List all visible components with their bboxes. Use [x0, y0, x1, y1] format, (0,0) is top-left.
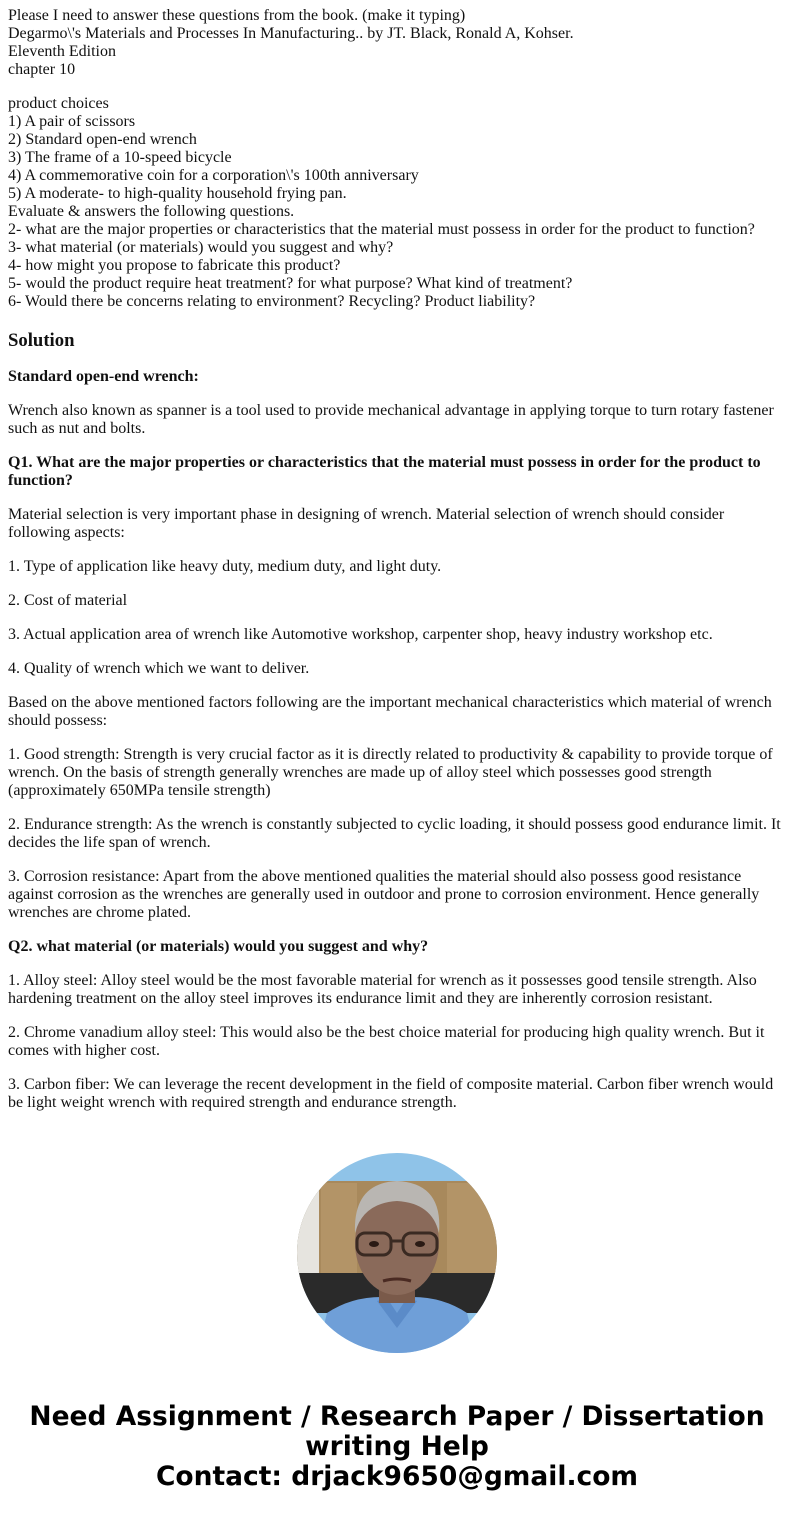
characteristic-item: 2. Endurance strength: As the wrench is constantly subjected to cyclic loading, it should possess good endurance limit. It decides the life span of wrench. [8, 816, 781, 851]
banner-contact-line: Contact: drjack9650@gmail.com [155, 1461, 639, 1492]
solution-intro: Wrench also known as spanner is a tool used to provide mechanical advantage in applying torque to turn rotary fastener such as nut and bolts. [8, 402, 774, 437]
choice-item: 1) A pair of scissors [8, 113, 136, 130]
aspect-item: 2. Cost of material [8, 592, 128, 609]
question-intro [8, 7, 786, 79]
q1-lead: Material selection is very important phase in designing of wrench. Material selection of wrench should consider following aspects: [8, 506, 725, 541]
characteristic-item: 3. Corrosion resistance: Apart from the above mentioned qualities the material should also possess good resistance against corrosion as the wrenches are generally used in outdoor and prone to corrosion environment. Hence generally wrenches are chrome plated. [8, 868, 760, 921]
characteristics-lead: Based on the above mentioned factors following are the important mechanical characteristics which material of wrench should possess: [8, 694, 772, 729]
question-item: 6- Would there be concerns relating to environment? Recycling? Product liability? [8, 293, 536, 310]
solution-block [8, 330, 786, 1112]
characteristic-item: 1. Good strength: Strength is very crucial factor as it is directly related to productivity & capability to provide torque of wrench. On the basis of strength generally wrenches are made up of alloy steel which possesses good strength (approximately 650MPa tensile strength) [8, 746, 773, 799]
banner-line-2: writing Help [305, 1431, 489, 1462]
aspect-item: 4. Quality of wrench which we want to deliver. [8, 660, 310, 677]
aspect-item: 3. Actual application area of wrench like Automotive workshop, carpenter shop, heavy industry workshop etc. [8, 626, 713, 643]
edition-line: Eleventh Edition [8, 43, 116, 60]
question-block [8, 7, 786, 311]
solution-title: Solution [8, 330, 75, 351]
chapter-line: chapter 10 [8, 61, 76, 78]
question-item: 3- what material (or materials) would you suggest and why? [8, 239, 394, 256]
choice-item: 4) A commemorative coin for a corporation\'s 100th anniversary [8, 167, 419, 184]
question-choices [8, 95, 786, 311]
contact-banner [0, 1402, 794, 1492]
book-title-line: Degarmo\'s Materials and Processes In Manufacturing.. by JT. Black, Ronald A, Kohser. [8, 25, 574, 42]
material-item: 3. Carbon fiber: We can leverage the recent development in the field of composite material. Carbon fiber wrench would be light weight wrench with required strength and endurance strength. [8, 1076, 774, 1111]
product-heading: Standard open-end wrench: [8, 368, 199, 385]
choice-item: 5) A moderate- to high-quality household frying pan. [8, 185, 347, 202]
choice-item: 2) Standard open-end wrench [8, 131, 197, 148]
question-item: 5- would the product require heat treatment? for what purpose? What kind of treatment? [8, 275, 573, 292]
question-item: 2- what are the major properties or characteristics that the material must possess in order for the product to function? [8, 221, 755, 238]
choice-item: 3) The frame of a 10-speed bicycle [8, 149, 232, 166]
material-item: 2. Chrome vanadium alloy steel: This would also be the best choice material for producing high quality wrench. But it comes with higher cost. [8, 1024, 765, 1059]
avatar [297, 1153, 497, 1353]
material-item: 1. Alloy steel: Alloy steel would be the most favorable material for wrench as it possesses good tensile strength. Also hardening treatment on the alloy steel improves its endurance limit and they are inherently corrosion resistant. [8, 972, 757, 1007]
person-portrait-icon [297, 1153, 497, 1353]
banner-line-1: Need Assignment / Research Paper / Dissertation [29, 1401, 765, 1432]
request-line: Please I need to answer these questions from the book. (make it typing) [8, 7, 466, 24]
choices-heading: product choices [8, 95, 109, 112]
question-item: 4- how might you propose to fabricate this product? [8, 257, 341, 274]
q2-heading: Q2. what material (or materials) would you suggest and why? [8, 938, 429, 955]
evaluate-heading: Evaluate & answers the following questions. [8, 203, 295, 220]
aspect-item: 1. Type of application like heavy duty, medium duty, and light duty. [8, 558, 442, 575]
q1-heading: Q1. What are the major properties or characteristics that the material must possess in order for the product to function? [8, 454, 761, 489]
